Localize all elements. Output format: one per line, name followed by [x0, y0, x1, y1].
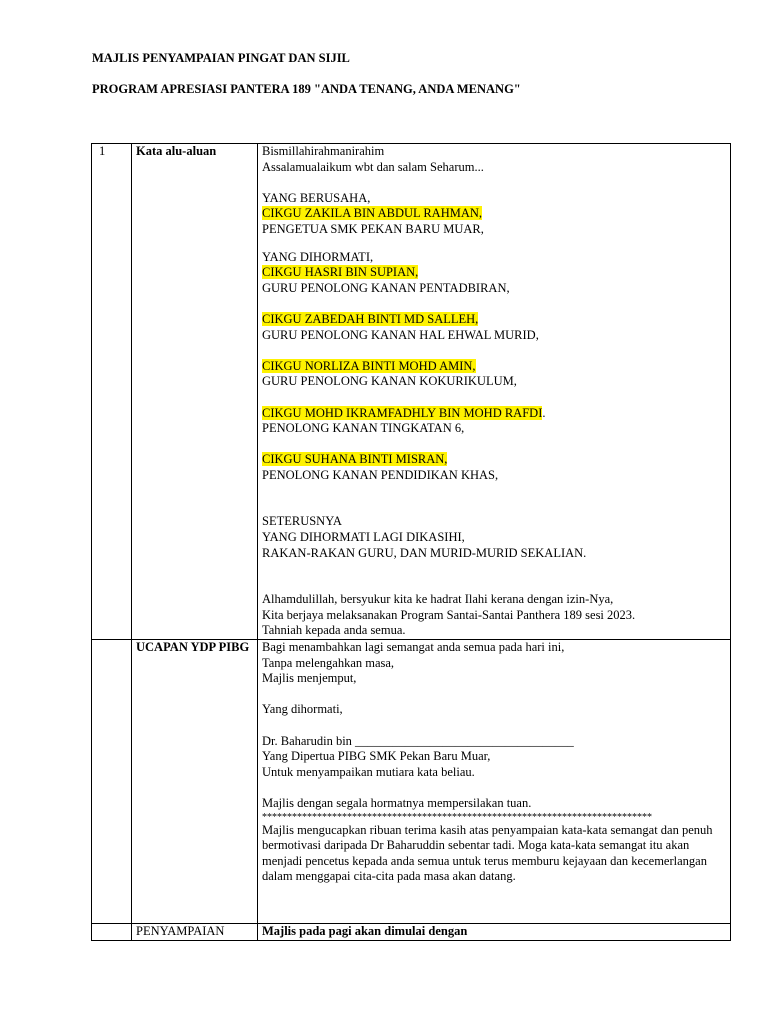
- separator-line: ******************************************************************************: [262, 811, 652, 823]
- spacer: [262, 780, 726, 796]
- content-line: Yang Dipertua PIBG SMK Pekan Baru Muar,: [262, 749, 491, 764]
- spacer: [262, 561, 726, 592]
- row-label: PENYAMPAIAN: [132, 924, 258, 941]
- content-line: PENOLONG KANAN PENDIDIKAN KHAS,: [262, 467, 499, 482]
- content-line: Kita berjaya melaksanakan Program Santai-Santai Panthera 189 sesi 2023.: [262, 607, 636, 622]
- content-line: Alhamdulillah, bersyukur kita ke hadrat Ilahi kerana dengan izin-Nya,: [262, 592, 614, 607]
- content-line: YANG DIHORMATI,: [262, 249, 374, 264]
- spacer: [262, 437, 726, 453]
- highlighted-name: CIKGU HASRI BIN SUPIAN,: [262, 265, 419, 280]
- spacer: [262, 343, 726, 359]
- row-number: [92, 640, 132, 924]
- highlighted-name: CIKGU SUHANA BINTI MISRAN,: [262, 452, 448, 467]
- row-number: [92, 924, 132, 941]
- row-content: [258, 144, 731, 640]
- table-row: [92, 144, 731, 640]
- highlighted-name: CIKGU NORLIZA BINTI MOHD AMIN,: [262, 358, 476, 373]
- content-line: PENOLONG KANAN TINGKATAN 6,: [262, 421, 465, 436]
- agenda-table: [91, 143, 731, 941]
- content-line: Untuk menyampaikan mutiara kata beliau.: [262, 764, 475, 779]
- content-line: Tanpa melengahkan masa,: [262, 655, 395, 670]
- table-row: [92, 924, 731, 941]
- table-row: [92, 640, 731, 924]
- row-number: 1: [92, 144, 132, 640]
- content-line: GURU PENOLONG KANAN KOKURIKULUM,: [262, 374, 517, 389]
- period-mark: .: [542, 405, 546, 420]
- content-line: Bagi menambahkan lagi semangat anda semua pada hari ini,: [262, 640, 565, 655]
- content-line: GURU PENOLONG KANAN PENTADBIRAN,: [262, 280, 510, 295]
- spacer: [262, 483, 726, 514]
- program-title: PROGRAM APRESIASI PANTERA 189 "ANDA TENANG, ANDA MENANG": [92, 82, 521, 96]
- spacer: [262, 390, 726, 406]
- content-line: Assalamualaikum wbt dan salam Seharum...: [262, 159, 484, 174]
- content-line: Yang dihormati,: [262, 702, 343, 717]
- content-line: YANG BERUSAHA,: [262, 190, 371, 205]
- row-content: [258, 640, 731, 924]
- content-line: Majlis menjemput,: [262, 671, 357, 686]
- content-line: PENGETUA SMK PEKAN BARU MUAR,: [262, 221, 484, 236]
- content-line: YANG DIHORMATI LAGI DIKASIHI,: [262, 530, 465, 545]
- spacer: [262, 175, 726, 191]
- highlighted-name: CIKGU ZAKILA BIN ABDUL RAHMAN,: [262, 206, 483, 221]
- highlighted-name: CIKGU ZABEDAH BINTI MD SALLEH,: [262, 311, 479, 326]
- highlighted-name: CIKGU MOHD IKRAMFADHLY BIN MOHD RAFDI: [262, 405, 543, 420]
- row-content: [258, 924, 731, 941]
- content-line: RAKAN-RAKAN GURU, DAN MURID-MURID SEKALIAN.: [262, 545, 587, 560]
- spacer: [262, 296, 726, 312]
- spacer: [262, 238, 726, 250]
- content-line: Majlis dengan segala hormatnya mempersilakan tuan.: [262, 795, 532, 810]
- row-label: Kata alu-aluan: [132, 144, 258, 640]
- content-line: SETERUSNYA: [262, 514, 342, 529]
- spacer: [262, 718, 726, 734]
- content-line: Dr. Baharudin bin ___________________________________: [262, 733, 574, 748]
- content-line: Majlis pada pagi akan dimulai dengan: [262, 924, 468, 939]
- content-line: GURU PENOLONG KANAN HAL EHWAL MURID,: [262, 327, 539, 342]
- document-title: MAJLIS PENYAMPAIAN PINGAT DAN SIJIL: [92, 51, 350, 65]
- content-line: Tahniah kepada anda semua.: [262, 623, 406, 638]
- content-line: Bismillahirahmanirahim: [262, 144, 385, 158]
- content-paragraph: Majlis mengucapkan ribuan terima kasih atas penyampaian kata-kata semangat dan penuh bermotivasi daripada Dr Baharuddin sebentar tadi. Moga kata-kata semangat itu akan menjadi pencetus kepada anda semua untuk terus memburu kejayaan dan kecemerlangan dalam menggapai cita-cita pada masa akan datang.: [262, 822, 713, 884]
- row-label: UCAPAN YDP PIBG: [132, 640, 258, 924]
- spacer: [262, 687, 726, 703]
